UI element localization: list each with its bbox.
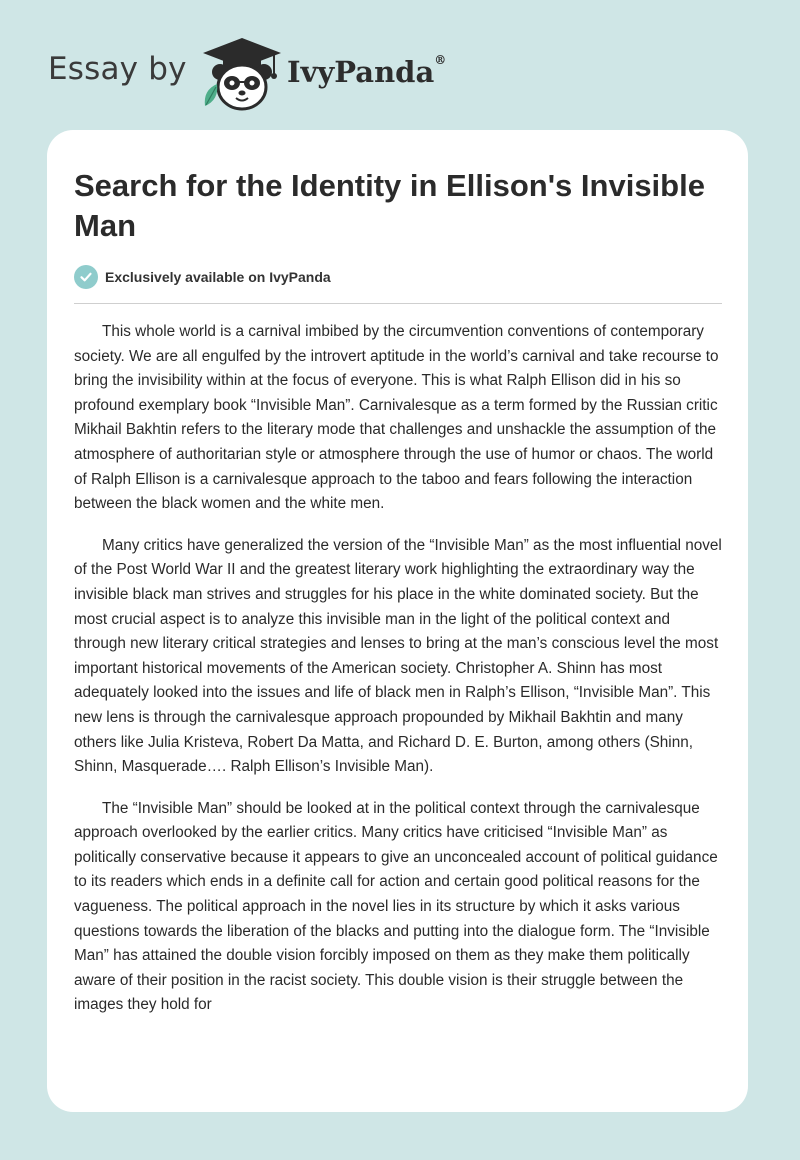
title-divider [74, 303, 722, 304]
exclusive-badge-text: Exclusively available on IvyPanda [105, 269, 331, 285]
site-header-brand[interactable] [48, 36, 508, 112]
registered-mark: ® [434, 53, 447, 67]
panda-graduate-logo-icon [201, 36, 283, 112]
paragraph: This whole world is a carnival imbibed by the circumvention conventions of contemporary society. We are all engulfed by the introvert aptitude in the world’s carnival and take recourse to bring the invisibility within at the focus of everyone. This is what Ralph Ellison did in his so profound exemplary book “Invisible Man”. Carnivalesque as a term formed by the Russian critic Mikhail Bakhtin refers to the literary mode that challenges and unshackle the assumption of the atmosphere of authoritarian style or atmosphere through the use of humor or chaos. The world of Ralph Ellison is a carnivalesque approach to the taboo and fears following the interaction between the black women and the white men. [74, 323, 719, 513]
essay-by-label: Essay by [48, 51, 187, 87]
paragraph: The “Invisible Man” should be looked at in the political context through the carnivalesque approach overlooked by the earlier critics. Many critics have criticised “Invisible Man” as politically conservative because it appears to give an unconcealed account of political guidance to its readers which ends in a definite call for action and certain good political reasons for the vagueness. The political approach in the novel lies in its structure by which it asks various questions towards the liberation of the blacks and putting into the dialogue form. The “Invisible Man” has attained the double vision forcibly imposed on them as they make them politically aware of their position in the racist society. This double vision is their struggle between the images they hold for [74, 799, 718, 1014]
exclusive-badge [74, 264, 331, 290]
article-title: Search for the Identity in Ellison's Invisible Man [74, 168, 705, 243]
check-circle-icon [74, 265, 98, 289]
article-card [47, 130, 748, 1112]
paragraph: Many critics have generalized the version of the “Invisible Man” as the most influential novel of the Post World War II and the greatest literary work highlighting the extraordinary way the invisible black man strives and struggles for his place in the white dominated society. But the most crucial aspect is to analyze this invisible man in the light of the political context and through new literary critical strategies and lenses to bring at the man’s conscious level the most important historical movements of the American society. Christopher A. Shinn has most adequately looked into the issues and life of black men in Ralph’s Ellison, “Invisible Man”. This new lens is through the carnivalesque approach propounded by Mikhail Bakhtin and many others like Julia Kristeva, Robert Da Matta, and Richard D. E. Burton, among others (Shinn, Shinn, Masquerade…. Ralph Ellison’s Invisible Man). [74, 536, 722, 776]
brand-name: IvyPanda® [287, 53, 447, 89]
article-body [74, 320, 722, 1035]
